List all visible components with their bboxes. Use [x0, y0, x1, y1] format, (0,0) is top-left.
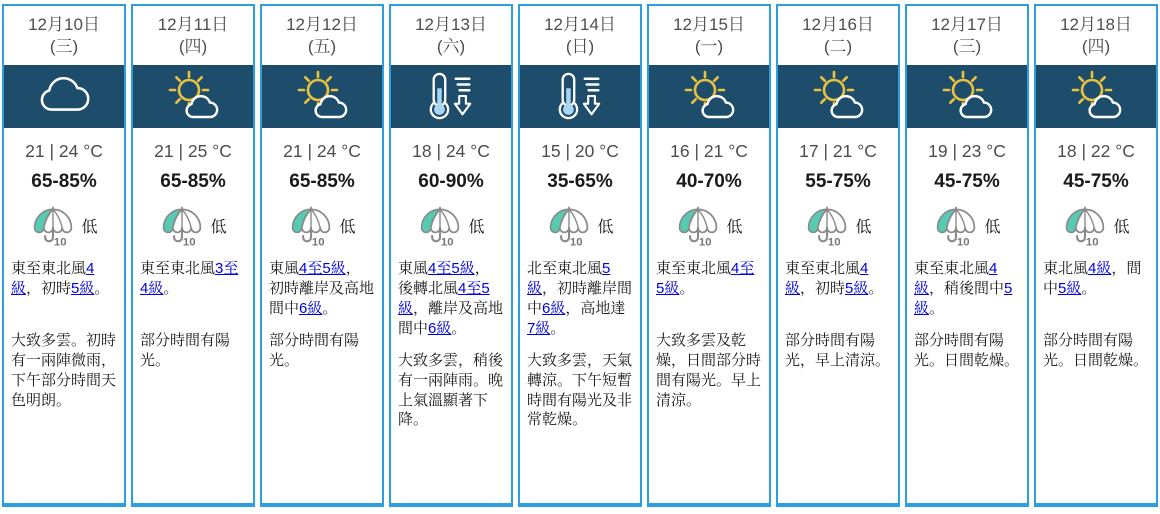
- wind-text-segment: 。: [94, 279, 110, 297]
- forecast-date: 12月18日: [1060, 15, 1132, 34]
- rain-probability-number: 10: [441, 236, 454, 247]
- humidity-range: 55-75%: [805, 170, 871, 192]
- rain-probability-label: 低: [81, 219, 98, 237]
- forecast-weekday: (日): [565, 37, 595, 57]
- forecast-date: 12月12日: [286, 15, 358, 34]
- weather-icon-band: [520, 65, 640, 128]
- humidity-range: 45-75%: [1063, 170, 1129, 192]
- wind-text-segment: ，離岸及高地間中: [398, 299, 504, 337]
- wind-text-segment: ，高地達: [565, 299, 626, 317]
- wind-text-segment: 。: [868, 279, 884, 297]
- forecast-card: [776, 4, 900, 507]
- rain-probability-number: 10: [312, 236, 325, 247]
- rain-probability: [907, 205, 1027, 247]
- temperature-range: 21 | 24 °C: [25, 140, 103, 161]
- forecast-date-block: [649, 6, 769, 65]
- rain-probability-umbrella-icon: [288, 205, 334, 247]
- weather-description: 大致多雲，天氣轉涼。下午短暫時間有陽光及非常乾燥。: [527, 351, 633, 429]
- wind-text-segment: ，稍後間中: [929, 279, 1005, 297]
- rain-probability-number: 10: [1086, 236, 1099, 247]
- weather-icon-band: [1036, 65, 1156, 128]
- rain-probability-umbrella-icon: [159, 205, 205, 247]
- forecast-date-block: [1036, 6, 1156, 65]
- sun-cloud-icon: [808, 70, 868, 122]
- temperature-range: 16 | 21 °C: [670, 140, 748, 161]
- temp-drop-icon: [552, 71, 608, 121]
- forecast-weekday: (三): [49, 37, 79, 57]
- weather-description: 大致多雲。初時有一兩陣微雨，下午部分時間天色明朗。: [11, 331, 117, 409]
- rain-probability-label: 低: [210, 219, 227, 237]
- forecast-weekday: (一): [694, 37, 724, 57]
- wind-force-link[interactable]: 4級: [1088, 259, 1112, 277]
- rain-probability-umbrella-icon: [30, 205, 76, 247]
- wind-text: [391, 259, 511, 339]
- forecast-card: [131, 4, 255, 507]
- rain-probability-number: 10: [828, 236, 841, 247]
- forecast-card: [260, 4, 384, 507]
- wind-text: [520, 259, 640, 339]
- wind-force-link[interactable]: 4級: [785, 259, 869, 297]
- forecast-date: 12月16日: [802, 15, 874, 34]
- wind-text-segment: 北至東北風: [527, 259, 603, 277]
- forecast-date-block: [778, 6, 898, 65]
- rain-probability: [391, 205, 511, 247]
- humidity-range: 40-70%: [676, 170, 742, 192]
- wind-text-segment: 。: [163, 279, 179, 297]
- cloud-icon: [33, 73, 95, 119]
- wind-text: [133, 259, 253, 319]
- forecast-date-block: [133, 6, 253, 65]
- humidity-range: 65-85%: [160, 170, 226, 192]
- wind-force-link[interactable]: 5級: [914, 279, 1013, 317]
- rain-probability-label: 低: [597, 219, 614, 237]
- wind-text-segment: 東風: [398, 259, 429, 277]
- sun-cloud-icon: [937, 70, 997, 122]
- rain-probability: [4, 205, 124, 247]
- forecast-date: 12月11日: [157, 15, 229, 34]
- forecast-card: [518, 4, 642, 507]
- rain-probability-umbrella-icon: [804, 205, 850, 247]
- rain-probability: [1036, 205, 1156, 247]
- rain-probability-umbrella-icon: [417, 205, 463, 247]
- wind-force-link[interactable]: 4至5級: [656, 259, 755, 297]
- forecast-date-block: [391, 6, 511, 65]
- temp-drop-icon: [423, 71, 479, 121]
- wind-text-segment: 。: [451, 319, 467, 337]
- forecast-card: [647, 4, 771, 507]
- rain-probability-umbrella-icon: [933, 205, 979, 247]
- wind-force-link[interactable]: 4級: [11, 259, 95, 297]
- forecast-weekday: (四): [1081, 37, 1111, 57]
- forecast-card: [905, 4, 1029, 507]
- wind-text: [778, 259, 898, 319]
- wind-text: [262, 259, 382, 319]
- humidity-range: 45-75%: [934, 170, 1000, 192]
- wind-force-link[interactable]: 4級: [914, 259, 998, 297]
- rain-probability-label: 低: [984, 219, 1001, 237]
- forecast-weekday: (六): [436, 37, 466, 57]
- rain-probability: [262, 205, 382, 247]
- sun-cloud-icon: [292, 70, 352, 122]
- wind-text-segment: 東至東北風: [914, 259, 990, 277]
- rain-probability-label: 低: [726, 219, 743, 237]
- humidity-range: 35-65%: [547, 170, 613, 192]
- wind-force-link[interactable]: 7級: [527, 319, 551, 337]
- forecast-date-block: [4, 6, 124, 65]
- rain-probability: [778, 205, 898, 247]
- rain-probability-umbrella-icon: [546, 205, 592, 247]
- forecast-date-block: [520, 6, 640, 65]
- rain-probability: [520, 205, 640, 247]
- wind-text-segment: 東風: [269, 259, 300, 277]
- weather-icon-band: [391, 65, 511, 128]
- wind-text-segment: 。: [550, 319, 566, 337]
- wind-text-segment: 東至東北風: [140, 259, 216, 277]
- forecast-date-block: [262, 6, 382, 65]
- wind-force-link[interactable]: 5級: [527, 259, 611, 297]
- wind-text-segment: ，初時離岸間中: [527, 279, 633, 317]
- temperature-range: 18 | 24 °C: [412, 140, 490, 161]
- weather-description: 大致多雲及乾燥，日間部分時間有陽光。早上清涼。: [656, 331, 762, 409]
- wind-text-segment: 東至東北風: [11, 259, 87, 277]
- humidity-range: 60-90%: [418, 170, 484, 192]
- rain-probability: [649, 205, 769, 247]
- rain-probability-number: 10: [699, 236, 712, 247]
- wind-text-segment: ，初時離岸及高地間中: [269, 259, 375, 317]
- forecast-weekday: (四): [178, 37, 208, 57]
- weather-icon-band: [649, 65, 769, 128]
- weather-description: 大致多雲，稍後有一兩陣雨。晚上氣溫顯著下降。: [398, 351, 504, 429]
- wind-text-segment: 。: [679, 279, 695, 297]
- forecast-date: 12月13日: [415, 15, 487, 34]
- rain-probability-label: 低: [468, 219, 485, 237]
- wind-text-segment: ，初時: [26, 279, 72, 297]
- wind-text-segment: ，間中: [1043, 259, 1142, 297]
- wind-text-segment: 。: [929, 299, 945, 317]
- wind-text: [649, 259, 769, 319]
- temperature-range: 21 | 24 °C: [283, 140, 361, 161]
- weather-description: 部分時間有陽光。日間乾燥。: [1043, 331, 1149, 369]
- rain-probability-number: 10: [54, 236, 67, 247]
- wind-force-link[interactable]: 5級: [1058, 279, 1082, 297]
- wind-text-segment: 。: [322, 299, 338, 317]
- wind-force-link[interactable]: 4至5級: [398, 279, 490, 317]
- rain-probability-number: 10: [957, 236, 970, 247]
- forecast-date-block: [907, 6, 1027, 65]
- rain-probability: [133, 205, 253, 247]
- temperature-range: 21 | 25 °C: [154, 140, 232, 161]
- weather-icon-band: [133, 65, 253, 128]
- wind-force-link[interactable]: 5級: [845, 279, 869, 297]
- temperature-range: 15 | 20 °C: [541, 140, 619, 161]
- wind-text-segment: 東至東北風: [656, 259, 732, 277]
- weather-icon-band: [907, 65, 1027, 128]
- weather-icon-band: [778, 65, 898, 128]
- forecast-date: 12月10日: [28, 15, 100, 34]
- rain-probability-label: 低: [1113, 219, 1130, 237]
- wind-force-link[interactable]: 3至4級: [140, 259, 239, 297]
- humidity-range: 65-85%: [31, 170, 97, 192]
- forecast-weekday: (二): [823, 37, 853, 57]
- wind-text-segment: 東至東北風: [785, 259, 861, 277]
- wind-text: [4, 259, 124, 319]
- forecast-card: [2, 4, 126, 507]
- wind-text: [907, 259, 1027, 319]
- weather-description: 部分時間有陽光。日間乾燥。: [914, 331, 1020, 369]
- temperature-range: 18 | 22 °C: [1057, 140, 1135, 161]
- sun-cloud-icon: [1066, 70, 1126, 122]
- wind-force-link[interactable]: 6級: [542, 299, 566, 317]
- rain-probability-label: 低: [855, 219, 872, 237]
- wind-force-link[interactable]: 4至5級: [299, 259, 346, 277]
- forecast-date: 12月15日: [673, 15, 745, 34]
- temperature-range: 19 | 23 °C: [928, 140, 1006, 161]
- sun-cloud-icon: [679, 70, 739, 122]
- sun-cloud-icon: [163, 70, 223, 122]
- rain-probability-umbrella-icon: [1062, 205, 1108, 247]
- weather-description: 部分時間有陽光。: [140, 331, 231, 369]
- wind-text-segment: 。: [1081, 279, 1097, 297]
- forecast-weekday: (五): [307, 37, 337, 57]
- weather-icon-band: [262, 65, 382, 128]
- wind-force-link[interactable]: 5級: [71, 279, 95, 297]
- rain-probability-label: 低: [339, 219, 356, 237]
- forecast-weekday: (三): [952, 37, 982, 57]
- weather-icon-band: [4, 65, 124, 128]
- rain-probability-umbrella-icon: [675, 205, 721, 247]
- forecast-date: 12月14日: [544, 15, 616, 34]
- rain-probability-number: 10: [183, 236, 196, 247]
- forecast-card: [389, 4, 513, 507]
- rain-probability-number: 10: [570, 236, 583, 247]
- weather-description: 部分時間有陽光。: [269, 331, 360, 369]
- humidity-range: 65-85%: [289, 170, 355, 192]
- wind-text-segment: ，初時: [800, 279, 846, 297]
- wind-force-link[interactable]: 6級: [428, 319, 452, 337]
- wind-text-segment: 東北風: [1043, 259, 1089, 277]
- forecast-card: [1034, 4, 1158, 507]
- temperature-range: 17 | 21 °C: [799, 140, 877, 161]
- wind-text: [1036, 259, 1156, 319]
- wind-text-segment: ，後轉北風: [398, 259, 490, 297]
- forecast-date: 12月17日: [931, 15, 1003, 34]
- wind-force-link[interactable]: 4至5級: [428, 259, 475, 277]
- weather-description: 部分時間有陽光，早上清涼。: [785, 331, 891, 369]
- wind-force-link[interactable]: 6級: [299, 299, 323, 317]
